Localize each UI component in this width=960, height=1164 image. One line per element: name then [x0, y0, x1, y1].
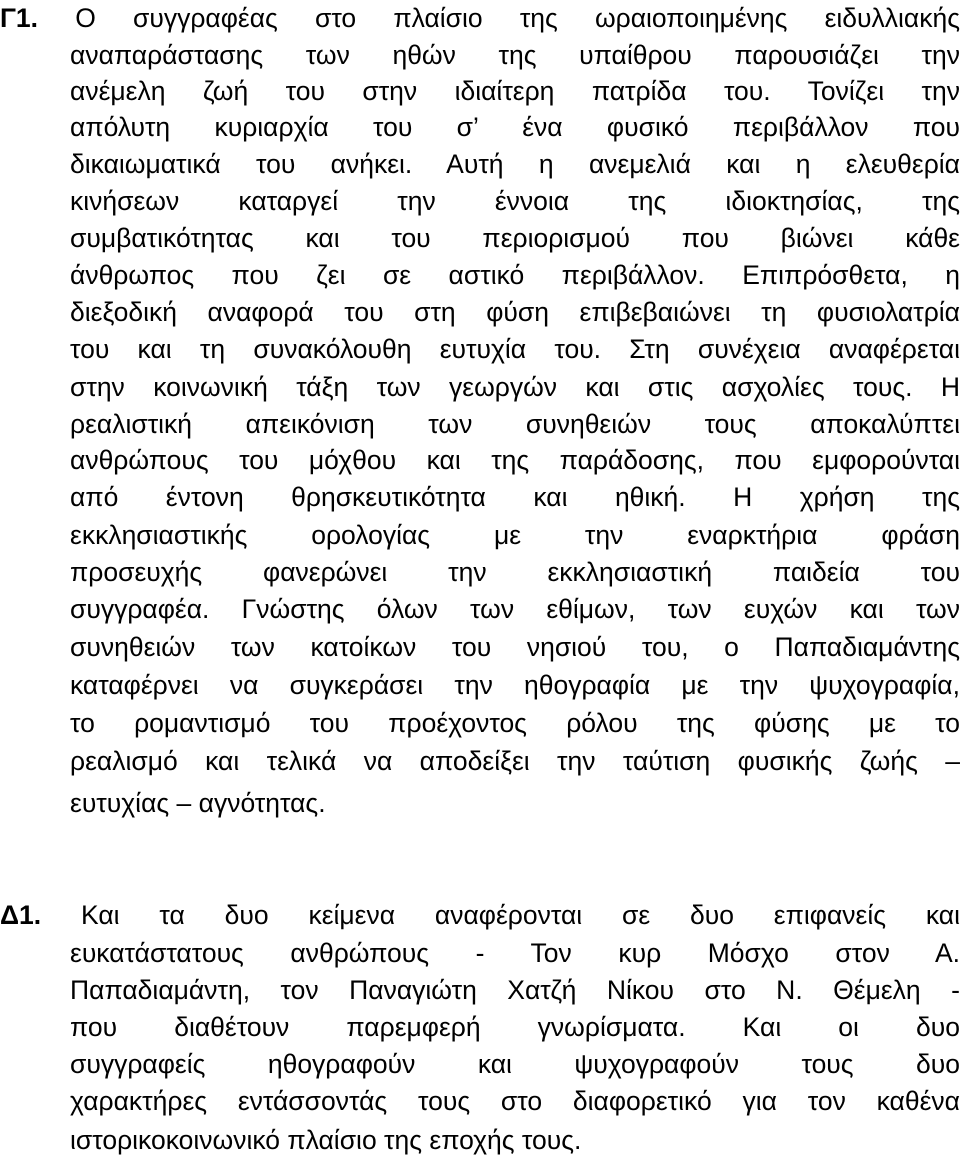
answer-g1-line-3: ανέμελη ζωή του στην ιδιαίτερη πατρίδα του. Τονίζει την	[70, 76, 960, 106]
answer-g1-line-1	[0, 0, 960, 37]
answer-g1-line-8: άνθρωπος που ζει σε αστικό περιβάλλον. Επιπρόσθετα, η	[70, 260, 960, 290]
answer-d1-line-6: χαρακτήρες εντάσσοντάς τους στο διαφορετικό για τον καθένα	[70, 1086, 960, 1116]
answer-g1-line-22: ευτυχίας – αγνότητας.	[70, 788, 326, 818]
answer-g1-line-5: δικαιωματικά του ανήκει. Αυτή η ανεμελιά και η ελευθερία	[70, 149, 960, 179]
answer-d1-line-5: συγγραφείς ηθογραφούν και ψυχογραφούν τους δυο	[70, 1049, 960, 1079]
answer-g1-line-16: προσευχής φανερώνει την εκκλησιαστική παιδεία του	[70, 557, 960, 587]
answer-g1-line-19: καταφέρνει να συγκεράσει την ηθογραφία με την ψυχογραφία,	[70, 670, 960, 700]
answer-g1-line-12: ρεαλιστική απεικόνιση των συνηθειών τους αποκαλύπτει	[70, 409, 960, 439]
answer-g1-line-9: διεξοδική αναφορά του στη φύση επιβεβαιώνει τη φυσιολατρία	[70, 297, 960, 327]
answer-g1-line-6: κινήσεων καταργεί την έννοια της ιδιοκτησίας, της	[70, 186, 960, 216]
answer-g1-line-4: απόλυτη κυριαρχία του σ’ ένα φυσικό περιβάλλον που	[70, 112, 960, 142]
answer-d1-line-7: ιστορικοκοινωνικό πλαίσιο της εποχής τους.	[70, 1125, 582, 1155]
answer-g1-label: Γ1.	[0, 3, 39, 33]
answer-g1-text: Ο συγγραφέας στο πλαίσιο της ωραιοποιημένης ειδυλλιακής	[75, 3, 960, 33]
answer-g1-line-7: συμβατικότητας και του περιορισμού που βιώνει κάθε	[70, 223, 960, 253]
answer-g1-line-10: του και τη συνακόλουθη ευτυχία του. Στη συνέχεια αναφέρεται	[70, 334, 960, 364]
answer-g1-line-15: εκκλησιαστικής ορολογίας με την εναρκτήρια φράση	[70, 520, 960, 550]
answer-g1-line-18: συνηθειών των κατοίκων του νησιού του, ο Παπαδιαμάντης	[70, 632, 960, 662]
answer-g1-line-2: αναπαράστασης των ηθών της υπαίθρου παρουσιάζει την	[70, 40, 960, 70]
answer-g1-line-21: ρεαλισμό και τελικά να αποδείξει την ταύτιση φυσικής ζωής –	[70, 746, 960, 776]
answer-g1-line-11: στην κοινωνική τάξη των γεωργών και στις ασχολίες τους. Η	[70, 372, 960, 402]
answer-d1-line-4: που διαθέτουν παρεμφερή γνωρίσματα. Και οι δυο	[70, 1012, 960, 1042]
answer-d1-label: Δ1.	[0, 900, 42, 930]
answer-d1-text: Και τα δυο κείμενα αναφέρονται σε δυο επιφανείς και	[81, 900, 960, 930]
answer-d1-line-3: Παπαδιαμάντη, τον Παναγιώτη Χατζή Νίκου στο Ν. Θέμελη -	[70, 975, 960, 1005]
answer-g1-line-17: συγγραφέα. Γνώστης όλων των εθίμων, των ευχών και των	[70, 594, 960, 624]
answer-d1-line-1	[0, 896, 960, 934]
answer-g1-line-13: ανθρώπους του μόχθου και της παράδοσης, που εμφορούνται	[70, 445, 960, 475]
answer-d1-line-2: ευκατάστατους ανθρώπους - Τον κυρ Μόσχο στον Α.	[70, 938, 960, 968]
answer-g1-line-20: το ρομαντισμό του προέχοντος ρόλου της φύσης με το	[70, 708, 960, 738]
answer-g1-line-14: από έντονη θρησκευτικότητα και ηθική. Η χρήση της	[70, 482, 960, 512]
